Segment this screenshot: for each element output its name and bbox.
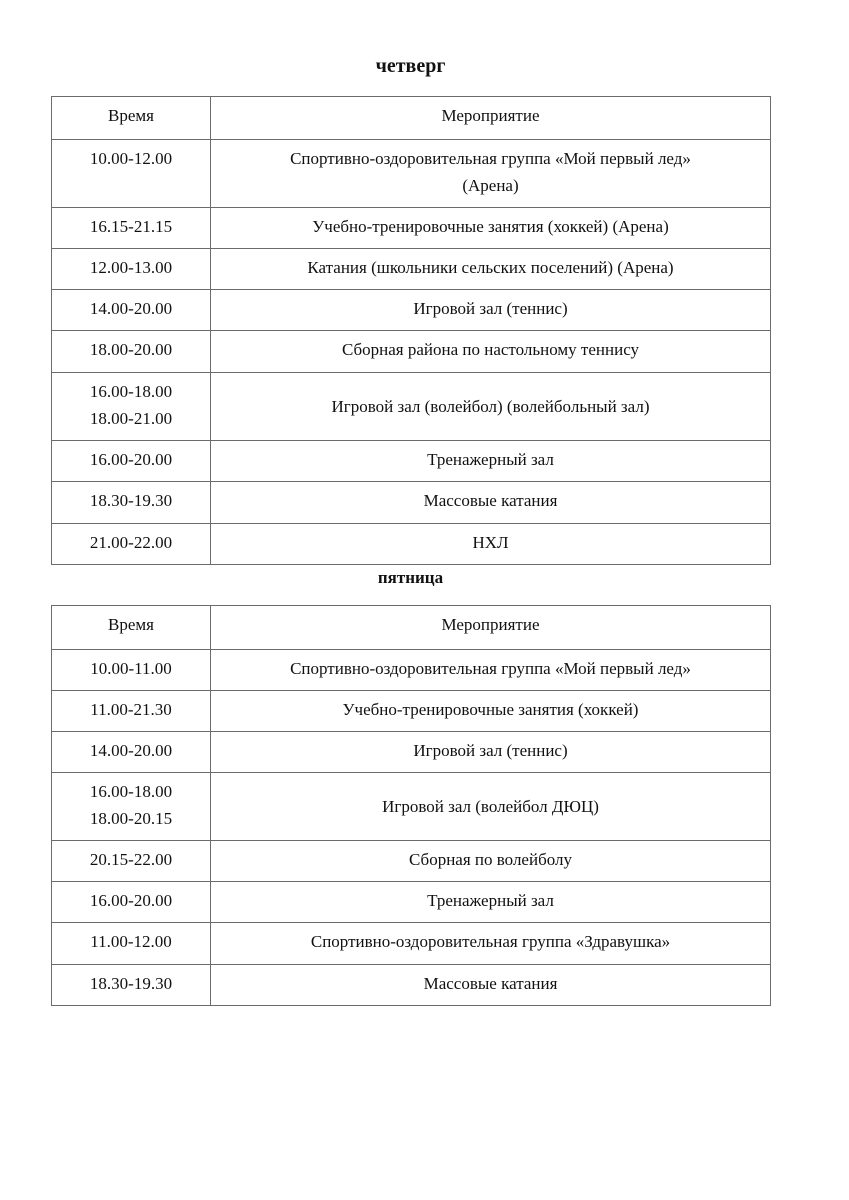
event-text: Тренажерный зал <box>427 450 554 469</box>
table-row <box>52 650 771 691</box>
time-text: 18.00-20.15 <box>89 809 173 828</box>
thursday-rows <box>52 97 771 565</box>
time-text: 18.30-19.30 <box>89 491 173 510</box>
header-time-cell <box>52 606 211 650</box>
event-text: Массовые катания <box>423 491 558 510</box>
time-cell <box>52 923 211 965</box>
friday-title: пятница <box>377 568 444 587</box>
table-row <box>52 732 771 773</box>
time-cell <box>52 140 211 208</box>
event-cell <box>211 965 771 1006</box>
table-row <box>52 841 771 882</box>
time-text: 16.00-20.00 <box>89 450 173 469</box>
event-text: Учебно-тренировочные занятия (хоккей) <box>342 700 639 719</box>
time-cell <box>52 732 211 773</box>
time-text: 16.00-18.00 <box>89 382 173 401</box>
friday-schedule-table <box>51 605 771 1006</box>
table-row <box>52 249 771 290</box>
event-text: (Арена) <box>462 176 519 195</box>
time-text: 14.00-20.00 <box>89 299 173 318</box>
header-event-cell <box>211 97 771 140</box>
event-text: Игровой зал (теннис) <box>413 741 568 760</box>
time-cell <box>52 882 211 923</box>
time-cell <box>52 249 211 290</box>
time-text: 10.00-11.00 <box>90 659 172 678</box>
event-cell <box>211 691 771 732</box>
event-cell <box>211 773 771 841</box>
event-text: Сборная по волейболу <box>409 850 572 869</box>
table-row <box>52 373 771 441</box>
time-cell <box>52 331 211 373</box>
event-cell <box>211 249 771 290</box>
event-cell <box>211 524 771 565</box>
header-time-cell <box>52 97 211 140</box>
time-text: 16.15-21.15 <box>89 217 173 236</box>
event-cell <box>211 140 771 208</box>
header-row <box>52 97 771 140</box>
time-text: 16.00-20.00 <box>89 891 173 910</box>
table-row <box>52 923 771 965</box>
event-cell <box>211 441 771 482</box>
thursday-title: четверг <box>375 55 446 77</box>
event-cell <box>211 841 771 882</box>
event-text: Игровой зал (волейбол) (волейбольный зал) <box>331 397 650 416</box>
time-text: 12.00-13.00 <box>89 258 173 277</box>
table-row <box>52 140 771 208</box>
time-cell <box>52 290 211 331</box>
event-text: Спортивно-оздоровительная группа «Здравушка» <box>310 932 671 951</box>
time-cell <box>52 650 211 691</box>
time-text: 16.00-18.00 <box>89 782 173 801</box>
table-row <box>52 882 771 923</box>
event-text: Учебно-тренировочные занятия (хоккей) (Арена) <box>312 217 669 236</box>
event-cell <box>211 650 771 691</box>
table-row <box>52 331 771 373</box>
table-row <box>52 773 771 841</box>
event-text: Игровой зал (теннис) <box>413 299 568 318</box>
time-text: 10.00-12.00 <box>89 149 173 168</box>
table-row <box>52 482 771 524</box>
time-cell <box>52 773 211 841</box>
event-text: Игровой зал (волейбол ДЮЦ) <box>382 797 599 816</box>
header-row <box>52 606 771 650</box>
event-cell <box>211 373 771 441</box>
event-text: НХЛ <box>472 533 509 552</box>
table-row <box>52 524 771 565</box>
header-time-label: Время <box>108 615 154 634</box>
time-cell <box>52 965 211 1006</box>
table-row <box>52 441 771 482</box>
event-text: Катания (школьники сельских поселений) (Арена) <box>307 258 674 277</box>
event-cell <box>211 882 771 923</box>
table-row <box>52 965 771 1006</box>
header-event-cell <box>211 606 771 650</box>
header-time-label: Время <box>108 106 154 125</box>
time-text: 21.00-22.00 <box>89 533 173 552</box>
time-cell <box>52 373 211 441</box>
time-text: 11.00-21.30 <box>90 700 172 719</box>
time-cell <box>52 841 211 882</box>
header-event-label: Мероприятие <box>441 615 540 634</box>
table-row <box>52 208 771 249</box>
time-text: 18.00-20.00 <box>89 340 173 359</box>
time-cell <box>52 524 211 565</box>
event-cell <box>211 732 771 773</box>
time-cell <box>52 691 211 732</box>
time-text: 18.00-21.00 <box>89 409 173 428</box>
event-cell <box>211 331 771 373</box>
event-text: Массовые катания <box>423 974 558 993</box>
event-cell <box>211 923 771 965</box>
time-cell <box>52 208 211 249</box>
event-cell <box>211 290 771 331</box>
header-event-label: Мероприятие <box>441 106 540 125</box>
event-text: Тренажерный зал <box>427 891 554 910</box>
event-text: Сборная района по настольному теннису <box>341 340 640 359</box>
event-text: Спортивно-оздоровительная группа «Мой первый лед» <box>290 659 691 678</box>
time-text: 20.15-22.00 <box>89 850 173 869</box>
friday-rows <box>52 606 771 1006</box>
time-cell <box>52 482 211 524</box>
time-text: 14.00-20.00 <box>89 741 173 760</box>
table-row <box>52 691 771 732</box>
event-text: Спортивно-оздоровительная группа «Мой первый лед» <box>290 149 691 168</box>
event-cell <box>211 208 771 249</box>
event-cell <box>211 482 771 524</box>
time-cell <box>52 441 211 482</box>
time-text: 18.30-19.30 <box>89 974 173 993</box>
time-text: 11.00-12.00 <box>90 932 172 951</box>
thursday-schedule-table <box>51 96 771 565</box>
table-row <box>52 290 771 331</box>
